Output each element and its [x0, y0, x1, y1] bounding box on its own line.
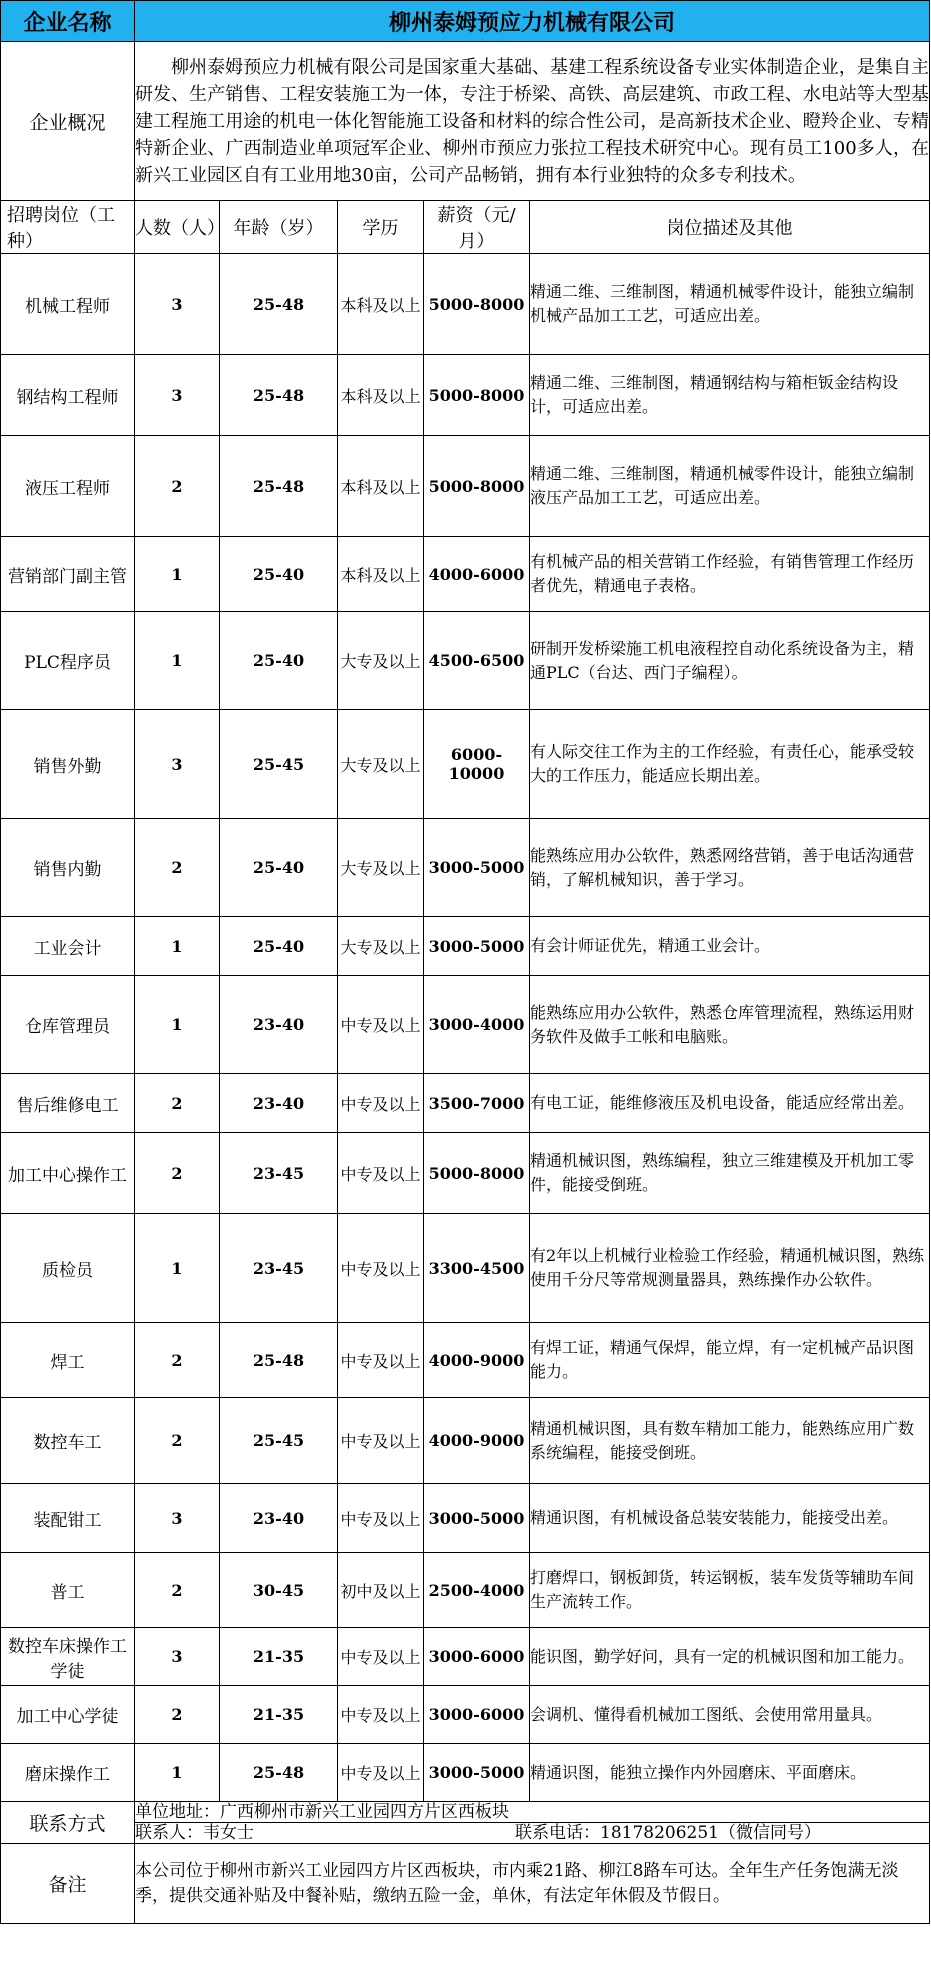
education-cell: 初中及以上: [338, 1553, 424, 1628]
description-cell: 精通二维、三维制图，精通机械零件设计，能独立编制机械产品加工工艺，可适应出差。: [530, 254, 930, 355]
table-row: [1, 1133, 930, 1214]
header-age: 年龄（岁）: [220, 201, 338, 254]
education-cell: 本科及以上: [338, 436, 424, 537]
age-cell: 21-35: [220, 1686, 338, 1744]
salary-cell: 4000-6000: [424, 537, 530, 612]
description-cell: 能熟练应用办公软件，熟悉仓库管理流程，熟练运用财务软件及做手工帐和电脑账。: [530, 976, 930, 1074]
table-row: [1, 819, 930, 917]
salary-cell: 3000-6000: [424, 1686, 530, 1744]
header-education: 学历: [338, 201, 424, 254]
company-overview-label: 企业概况: [1, 42, 135, 201]
table-row: [1, 1628, 930, 1686]
company-overview-cell: [135, 42, 930, 201]
salary-cell: 3000-4000: [424, 976, 530, 1074]
table-row: [1, 1553, 930, 1628]
education-cell: 大专及以上: [338, 710, 424, 819]
contact-address: 单位地址：广西柳州市新兴工业园四方片区西板块: [135, 1802, 930, 1823]
age-cell: 25-48: [220, 355, 338, 436]
salary-cell: 5000-8000: [424, 254, 530, 355]
header-position: 招聘岗位（工种）: [1, 201, 135, 254]
position-cell: 工业会计: [1, 917, 135, 976]
description-cell: 有焊工证，精通气保焊，能立焊，有一定机械产品识图能力。: [530, 1323, 930, 1398]
count-cell: 3: [135, 254, 220, 355]
position-cell: 销售外勤: [1, 710, 135, 819]
education-cell: 中专及以上: [338, 1133, 424, 1214]
age-cell: 23-45: [220, 1214, 338, 1323]
count-cell: 1: [135, 537, 220, 612]
position-cell: 加工中心学徒: [1, 1686, 135, 1744]
age-cell: 25-48: [220, 1323, 338, 1398]
contact-row-2: [1, 1823, 930, 1844]
count-cell: 1: [135, 976, 220, 1074]
remarks-label: 备注: [1, 1844, 135, 1924]
position-cell: 售后维修电工: [1, 1074, 135, 1133]
count-cell: 2: [135, 1074, 220, 1133]
table-row: [1, 976, 930, 1074]
education-cell: 中专及以上: [338, 1323, 424, 1398]
age-cell: 25-40: [220, 819, 338, 917]
contact-phone: 联系电话：18178206251（微信同号）: [515, 1823, 821, 1843]
position-cell: 钢结构工程师: [1, 355, 135, 436]
description-cell: 有2年以上机械行业检验工作经验，精通机械识图，熟练使用千分尺等常规测量器具，熟练操作办公软件。: [530, 1214, 930, 1323]
salary-cell: 4000-9000: [424, 1398, 530, 1484]
description-cell: 精通识图，能独立操作内外园磨床、平面磨床。: [530, 1744, 930, 1802]
company-overview: 柳州泰姆预应力机械有限公司是国家重大基础、基建工程系统设备专业实体制造企业，是集自主研发、生产销售、工程安装施工为一体，专注于桥梁、高铁、高层建筑、市政工程、水电站等大型基建工程施工用途的机电一体化智能施工设备和材料的综合性公司，是高新技术企业、瞪羚企业、专精特新企业、广西制造业单项冠军企业、柳州市预应力张拉工程技术研究中心。现有员工100多人，在新兴工业园区自有工业用地30亩，公司产品畅销，拥有本行业独特的众多专利技术。: [135, 56, 930, 186]
count-cell: 3: [135, 710, 220, 819]
salary-cell: 4000-9000: [424, 1323, 530, 1398]
salary-cell: 5000-8000: [424, 1133, 530, 1214]
header-description: 岗位描述及其他: [530, 201, 930, 254]
education-cell: 本科及以上: [338, 537, 424, 612]
remarks-row: [1, 1844, 930, 1924]
description-cell: 精通机械识图，熟练编程，独立三维建模及开机加工零件，能接受倒班。: [530, 1133, 930, 1214]
age-cell: 25-48: [220, 254, 338, 355]
salary-cell: 3500-7000: [424, 1074, 530, 1133]
table-row: [1, 1074, 930, 1133]
age-cell: 21-35: [220, 1628, 338, 1686]
contact-row: [1, 1802, 930, 1823]
salary-cell: 2500-4000: [424, 1553, 530, 1628]
education-cell: 中专及以上: [338, 976, 424, 1074]
position-cell: 销售内勤: [1, 819, 135, 917]
salary-cell: 3300-4500: [424, 1214, 530, 1323]
position-cell: 机械工程师: [1, 254, 135, 355]
remarks-text: 本公司位于柳州市新兴工业园四方片区西板块，市内乘21路、柳江8路车可达。全年生产任务饱满无淡季，提供交通补贴及中餐补贴，缴纳五险一金，单休，有法定年休假及节假日。: [135, 1844, 930, 1924]
age-cell: 25-40: [220, 612, 338, 710]
salary-cell: 6000-10000: [424, 710, 530, 819]
description-cell: 有机械产品的相关营销工作经验，有销售管理工作经历者优先，精通电子表格。: [530, 537, 930, 612]
education-cell: 中专及以上: [338, 1744, 424, 1802]
contact-person: 联系人：韦女士: [135, 1823, 254, 1843]
education-cell: 大专及以上: [338, 612, 424, 710]
header-salary: 薪资（元/月）: [424, 201, 530, 254]
salary-cell: 3000-5000: [424, 1484, 530, 1553]
description-cell: 有电工证，能维修液压及机电设备，能适应经常出差。: [530, 1074, 930, 1133]
count-cell: 2: [135, 436, 220, 537]
contact-person-phone: [135, 1823, 930, 1844]
company-name-row: [1, 1, 930, 42]
table-row: [1, 710, 930, 819]
header-count: 人数（人）: [135, 201, 220, 254]
count-cell: 2: [135, 1323, 220, 1398]
education-cell: 中专及以上: [338, 1074, 424, 1133]
age-cell: 25-45: [220, 710, 338, 819]
description-cell: 能识图，勤学好问，具有一定的机械识图和加工能力。: [530, 1628, 930, 1686]
education-cell: 大专及以上: [338, 917, 424, 976]
description-cell: 打磨焊口，钢板卸货，转运钢板，装车发货等辅助车间生产流转工作。: [530, 1553, 930, 1628]
position-cell: PLC程序员: [1, 612, 135, 710]
salary-cell: 5000-8000: [424, 436, 530, 537]
position-cell: 液压工程师: [1, 436, 135, 537]
contact-label: 联系方式: [1, 1802, 135, 1844]
age-cell: 23-40: [220, 976, 338, 1074]
salary-cell: 3000-5000: [424, 819, 530, 917]
age-cell: 25-40: [220, 917, 338, 976]
count-cell: 3: [135, 1484, 220, 1553]
education-cell: 中专及以上: [338, 1628, 424, 1686]
count-cell: 2: [135, 1686, 220, 1744]
description-cell: 精通二维、三维制图，精通机械零件设计，能独立编制液压产品加工工艺，可适应出差。: [530, 436, 930, 537]
company-name-label: 企业名称: [1, 1, 135, 42]
company-name: 柳州泰姆预应力机械有限公司: [135, 1, 930, 42]
age-cell: 25-48: [220, 436, 338, 537]
education-cell: 中专及以上: [338, 1686, 424, 1744]
table-header-row: [1, 201, 930, 254]
position-cell: 普工: [1, 1553, 135, 1628]
education-cell: 本科及以上: [338, 254, 424, 355]
table-row: [1, 1484, 930, 1553]
age-cell: 23-40: [220, 1074, 338, 1133]
table-row: [1, 254, 930, 355]
position-cell: 质检员: [1, 1214, 135, 1323]
table-row: [1, 537, 930, 612]
count-cell: 1: [135, 1744, 220, 1802]
description-cell: 精通识图，有机械设备总装安装能力，能接受出差。: [530, 1484, 930, 1553]
education-cell: 本科及以上: [338, 355, 424, 436]
count-cell: 2: [135, 819, 220, 917]
table-row: [1, 917, 930, 976]
description-cell: 研制开发桥梁施工机电液程控自动化系统设备为主，精通PLC（台达、西门子编程）。: [530, 612, 930, 710]
table-row: [1, 1323, 930, 1398]
table-row: [1, 436, 930, 537]
position-cell: 数控车床操作工学徒: [1, 1628, 135, 1686]
position-cell: 装配钳工: [1, 1484, 135, 1553]
count-cell: 1: [135, 1214, 220, 1323]
age-cell: 25-40: [220, 537, 338, 612]
table-row: [1, 612, 930, 710]
salary-cell: 3000-5000: [424, 917, 530, 976]
description-cell: 精通机械识图，具有数车精加工能力，能熟练应用广数系统编程，能接受倒班。: [530, 1398, 930, 1484]
salary-cell: 3000-5000: [424, 1744, 530, 1802]
count-cell: 2: [135, 1133, 220, 1214]
position-cell: 焊工: [1, 1323, 135, 1398]
position-cell: 数控车工: [1, 1398, 135, 1484]
education-cell: 中专及以上: [338, 1398, 424, 1484]
age-cell: 30-45: [220, 1553, 338, 1628]
description-cell: 会调机、懂得看机械加工图纸、会使用常用量具。: [530, 1686, 930, 1744]
description-cell: 有会计师证优先，精通工业会计。: [530, 917, 930, 976]
salary-cell: 5000-8000: [424, 355, 530, 436]
count-cell: 3: [135, 355, 220, 436]
age-cell: 23-40: [220, 1484, 338, 1553]
count-cell: 2: [135, 1553, 220, 1628]
age-cell: 23-45: [220, 1133, 338, 1214]
position-cell: 仓库管理员: [1, 976, 135, 1074]
count-cell: 3: [135, 1628, 220, 1686]
count-cell: 1: [135, 612, 220, 710]
position-cell: 营销部门副主管: [1, 537, 135, 612]
position-cell: 加工中心操作工: [1, 1133, 135, 1214]
table-row: [1, 1398, 930, 1484]
education-cell: 中专及以上: [338, 1484, 424, 1553]
education-cell: 中专及以上: [338, 1214, 424, 1323]
description-cell: 能熟练应用办公软件，熟悉网络营销，善于电话沟通营销，了解机械知识，善于学习。: [530, 819, 930, 917]
company-overview-row: [1, 42, 930, 201]
salary-cell: 3000-6000: [424, 1628, 530, 1686]
education-cell: 大专及以上: [338, 819, 424, 917]
position-cell: 磨床操作工: [1, 1744, 135, 1802]
description-cell: 有人际交往工作为主的工作经验，有责任心，能承受较大的工作压力，能适应长期出差。: [530, 710, 930, 819]
count-cell: 2: [135, 1398, 220, 1484]
salary-cell: 4500-6500: [424, 612, 530, 710]
age-cell: 25-45: [220, 1398, 338, 1484]
table-row: [1, 1744, 930, 1802]
table-row: [1, 1686, 930, 1744]
count-cell: 1: [135, 917, 220, 976]
description-cell: 精通二维、三维制图，精通钢结构与箱柜钣金结构设计，可适应出差。: [530, 355, 930, 436]
age-cell: 25-48: [220, 1744, 338, 1802]
table-row: [1, 1214, 930, 1323]
table-row: [1, 355, 930, 436]
